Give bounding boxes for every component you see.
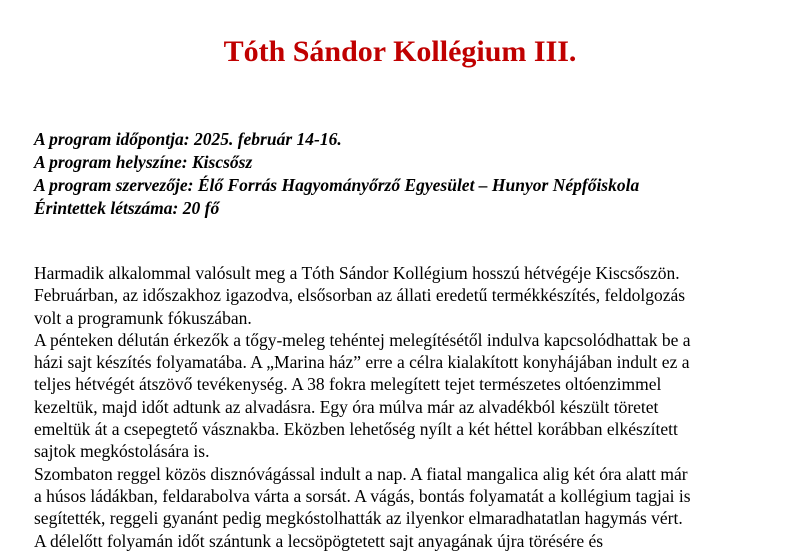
body-line: Harmadik alkalommal valósult meg a Tóth Sándor Kollégium hosszú hétvégéje Kiscsőszön. [34, 263, 680, 283]
body-line: kezeltük, majd időt adtunk az alvadásra. Egy óra múlva már az alvadékból készült töretet [34, 396, 659, 417]
body-line: segítették, reggeli gyanánt pedig megkóstolhatták az ilyenkor elmaradhatatlan hagymás vért. [34, 508, 683, 529]
participant-count: Érintettek létszáma: 20 fő [34, 198, 220, 218]
body-line: teljes hétvégét átszövő tevékenység. A 38 fokra melegített tejet természetes oltóenzimmel [34, 374, 662, 395]
body-line: sajtok megkóstolására is. [34, 441, 210, 462]
body-line: A pénteken délután érkezők a tőgy-meleg tehéntej melegítésétől indulva kapcsolódhattak be a [34, 329, 691, 350]
program-details [34, 128, 774, 220]
body-line: házi sajt készítés folyamatába. A „Marina ház” erre a célra kialakított konyhájában indult ez a [34, 352, 690, 373]
program-location: A program helyszíne: Kiscsősz [34, 152, 253, 172]
body-line: volt a programunk fókuszában. [34, 307, 252, 328]
body-line: emeltük át a csepegtető vásznakba. Eközben lehetőség nyílt a két héttel korábban elkészített [34, 419, 678, 440]
body-line: Februárban, az időszakhoz igazodva, elsősorban az állati eredetű termékkészítés, feldolgozás [34, 285, 686, 306]
program-organizer: A program szervezője: Élő Forrás Hagyományőrző Egyesület – Hunyor Népfőiskola [34, 175, 640, 195]
program-date: A program időpontja: 2025. február 14-16. [34, 129, 342, 149]
body-line: Szombaton reggel közös disznóvágással indult a nap. A fiatal mangalica alig két óra alatt már [34, 463, 688, 484]
page-title: Tóth Sándor Kollégium III. [223, 35, 577, 68]
body-line: a húsos ládákban, feldarabolva várta a sorsát. A vágás, bontás folyamatát a kollégium tagjai is [34, 485, 691, 506]
body-line: A délelőtt folyamán időt szántunk a lecsöpögtetett sajt anyagának újra törésére és [34, 530, 604, 551]
report-body [34, 262, 774, 552]
